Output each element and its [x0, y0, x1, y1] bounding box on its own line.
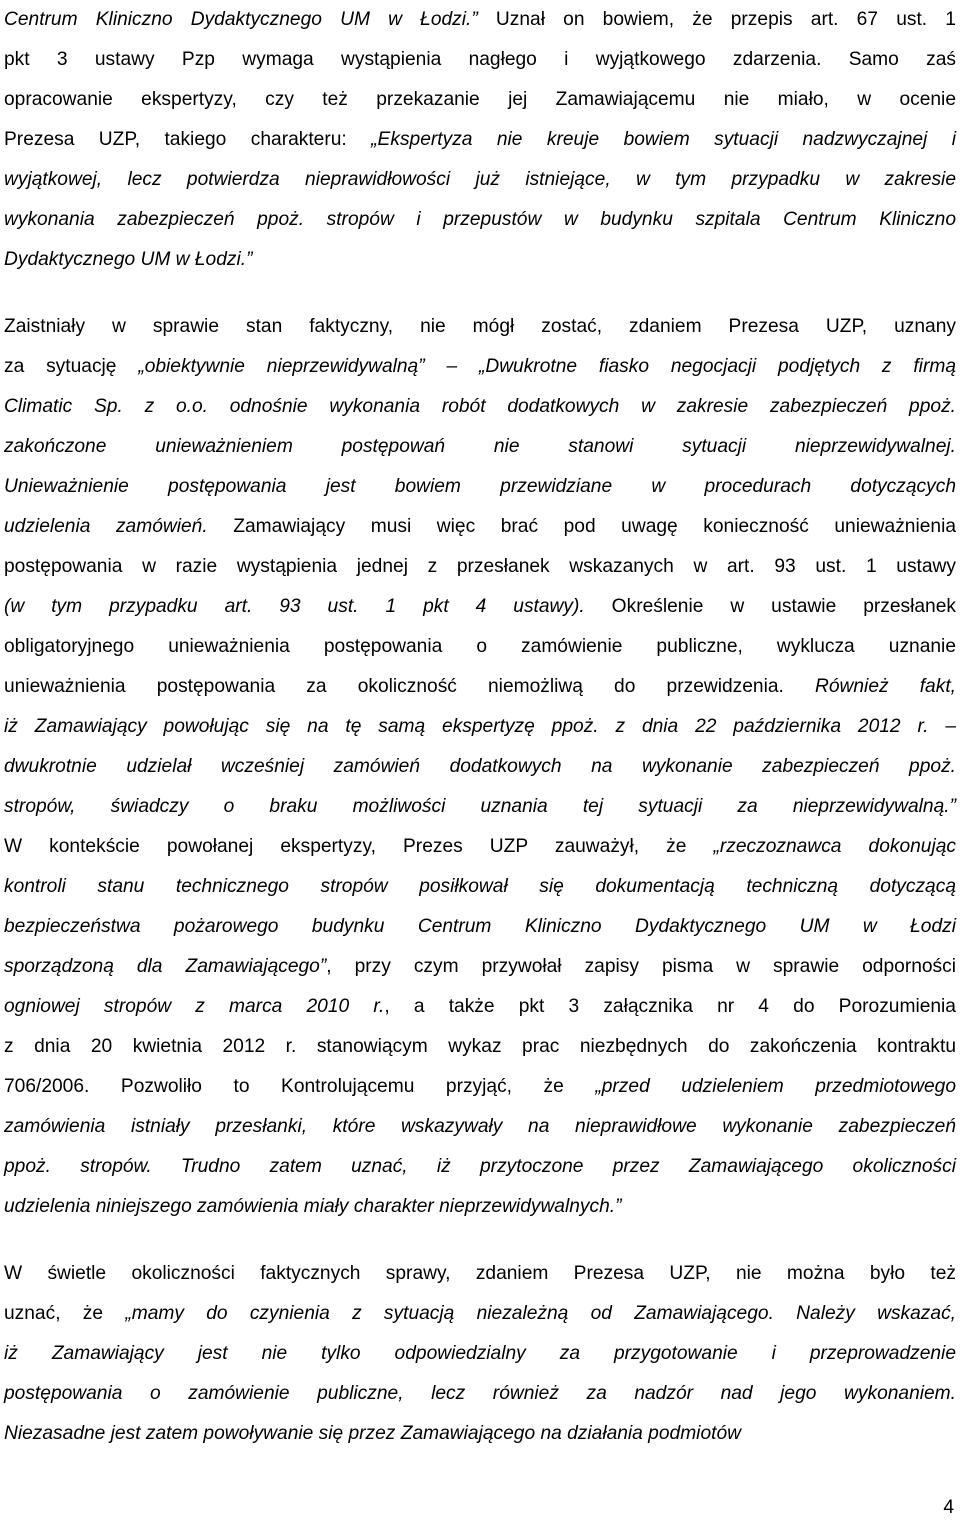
italic-text-run: Należy wskazać,	[773, 1303, 956, 1324]
italic-text-run: zakończone unieważnieniem postępowań nie stanowi sytuacji nieprzewidywalnej.	[4, 436, 956, 457]
text-line	[4, 1187, 956, 1227]
text-line	[4, 987, 956, 1027]
italic-text-run: Climatic Sp. z o.o. odnośnie wykonania robót dodatkowych w zakresie zabezpieczeń ppoż.	[4, 396, 956, 417]
page-number: 4	[943, 1497, 954, 1518]
italic-text-run: Dydaktycznego UM w Łodzi.”	[4, 249, 253, 270]
text-line	[4, 1294, 956, 1334]
italic-text-run: udzielenia niniejszego zamówienia miały charakter nieprzewidywalnych.”	[4, 1196, 622, 1217]
text-line	[4, 1334, 956, 1374]
text-run: Pozwoliło to Kontrolującemu przyjąć, że	[89, 1076, 596, 1097]
text-line	[4, 1254, 956, 1294]
text-run: uznać, że	[4, 1303, 126, 1324]
italic-text-run: (w tym przypadku art. 93 ust. 1 pkt 4 ustawy).	[4, 596, 585, 617]
text-line	[4, 1374, 956, 1414]
document-page	[4, 0, 956, 1454]
italic-text-run: Również fakt,	[783, 676, 956, 697]
italic-text-run: kontroli stanu technicznego stropów posiłkował się dokumentacją techniczną dotyczącą	[4, 876, 956, 897]
text-line	[4, 787, 956, 827]
text-line	[4, 907, 956, 947]
italic-text-run: iż Zamawiający powołując się na tę samą ekspertyzę ppoż. z dnia 22 października 2012 r. –	[4, 716, 956, 737]
text-line	[4, 307, 956, 347]
italic-text-run: zamówienia istniały przesłanki, które wskazywały na nieprawidłowe wykonanie zabezpieczeń	[4, 1116, 956, 1137]
italic-text-run: „obiektywnie nieprzewidywalną” – „Dwukrotne fiasko negocjacji podjętych z firmą	[138, 356, 956, 377]
text-line	[4, 587, 956, 627]
text-line	[4, 1414, 956, 1454]
text-line	[4, 507, 956, 547]
text-run: unieważnienia postępowania za okoliczność niemożliwą do przewidzenia.	[4, 676, 784, 697]
italic-text-run: „Ekspertyza nie kreuje bowiem sytuacji nadzwyczajnej i	[371, 129, 956, 150]
italic-text-run: Niezasadne jest zatem powoływanie się przez Zamawiającego na działania podmiotów	[4, 1423, 741, 1444]
paragraph-p1	[4, 0, 956, 280]
text-run: postępowania w razie wystąpienia jednej z przesłanek wskazanych w art. 93 ust. 1 ustawy	[4, 556, 956, 577]
text-line	[4, 947, 956, 987]
text-line	[4, 667, 956, 707]
italic-text-run: wyjątkowej, lecz potwierdza nieprawidłowości już istniejące, w tym przypadku w zakresie	[4, 169, 956, 190]
text-run: Określenie w ustawie przesłanek	[584, 596, 956, 617]
text-run: za sytuację	[4, 356, 139, 377]
text-line	[4, 387, 956, 427]
text-run: obligatoryjnego unieważnienia postępowania o zamówienie publiczne, wyklucza uznanie	[4, 636, 956, 657]
text-run: , przy czym przywołał zapisy pisma w sprawie odporności	[326, 956, 956, 977]
text-line	[4, 1027, 956, 1067]
text-line	[4, 40, 956, 80]
italic-text-run: bezpieczeństwa pożarowego budynku Centrum Kliniczno Dydaktycznego UM w Łodzi	[4, 916, 956, 937]
text-line	[4, 627, 956, 667]
italic-text-run: dwukrotnie udzielał wcześniej zamówień dodatkowych na wykonanie zabezpieczeń ppoż.	[4, 756, 956, 777]
italic-text-run: „rzeczoznawca dokonując	[713, 836, 956, 857]
text-line	[4, 827, 956, 867]
italic-text-run: Centrum Kliniczno Dydaktycznego UM w Łodzi.”	[4, 9, 478, 30]
italic-text-run: postępowania o zamówienie publiczne, lecz również za nadzór nad jego wykonaniem.	[4, 1383, 956, 1404]
text-line	[4, 120, 956, 160]
italic-text-run: Unieważnienie postępowania jest bowiem przewidziane w procedurach dotyczących	[4, 476, 956, 497]
text-run: pkt 3 ustawy Pzp wymaga wystąpienia nagłego i wyjątkowego zdarzenia. Samo zaś	[4, 49, 956, 70]
text-line	[4, 467, 956, 507]
italic-text-run: stropów, świadczy o braku możliwości uznania tej sytuacji za nieprzewidywalną.”	[4, 796, 956, 817]
text-line	[4, 200, 956, 240]
paragraph-gap	[4, 280, 956, 307]
text-run: , a także pkt 3 załącznika nr 4 do Porozumienia	[384, 996, 956, 1017]
text-line	[4, 347, 956, 387]
text-line	[4, 547, 956, 587]
text-run: Prezesa UZP, takiego charakteru:	[4, 129, 372, 150]
text-line	[4, 0, 956, 40]
text-line	[4, 1067, 956, 1107]
paragraph-p2	[4, 307, 956, 1227]
text-line	[4, 80, 956, 120]
italic-text-run: udzielenia zamówień.	[4, 516, 208, 537]
text-run: 706/2006.	[4, 1076, 90, 1097]
document-body	[4, 0, 956, 1454]
text-line	[4, 867, 956, 907]
text-run: Zamawiający musi więc brać pod uwagę konieczność unieważnienia	[207, 516, 956, 537]
text-run: Zaistniały w sprawie stan faktyczny, nie mógł zostać, zdaniem Prezesa UZP, uznany	[4, 316, 956, 337]
italic-text-run: ppoż. stropów.	[4, 1156, 152, 1177]
text-run: W kontekście powołanej ekspertyzy, Prezes UZP zauważył, że	[4, 836, 714, 857]
italic-text-run: sporządzoną dla Zamawiającego”	[4, 956, 327, 977]
italic-text-run: iż Zamawiający jest nie tylko odpowiedzialny za przygotowanie i przeprowadzenie	[4, 1343, 956, 1364]
italic-text-run: Trudno zatem uznać, iż przytoczone przez Zamawiającego okoliczności	[151, 1156, 956, 1177]
text-line	[4, 747, 956, 787]
text-run: opracowanie ekspertyzy, czy też przekazanie jej Zamawiającemu nie miało, w ocenie	[4, 89, 956, 110]
italic-text-run: „mamy do czynienia z sytuacją niezależną od Zamawiającego.	[125, 1303, 774, 1324]
text-line	[4, 427, 956, 467]
text-line	[4, 1107, 956, 1147]
italic-text-run: wykonania zabezpieczeń ppoż. stropów i przepustów w budynku szpitala Centrum Kliniczno	[4, 209, 956, 230]
italic-text-run: „przed udzieleniem przedmiotowego	[595, 1076, 957, 1097]
text-run: W świetle okoliczności faktycznych sprawy, zdaniem Prezesa UZP, nie można było też	[4, 1263, 956, 1284]
text-run: z dnia 20 kwietnia 2012 r. stanowiącym wykaz prac niezbędnych do zakończenia kontraktu	[4, 1036, 956, 1057]
text-run: Uznał on bowiem, że przepis art. 67 ust. 1	[477, 9, 956, 30]
text-line	[4, 1147, 956, 1187]
text-line	[4, 707, 956, 747]
text-line	[4, 160, 956, 200]
text-line	[4, 240, 956, 280]
paragraph-p3	[4, 1254, 956, 1454]
italic-text-run: ogniowej stropów z marca 2010 r.	[4, 996, 385, 1017]
paragraph-gap	[4, 1227, 956, 1254]
